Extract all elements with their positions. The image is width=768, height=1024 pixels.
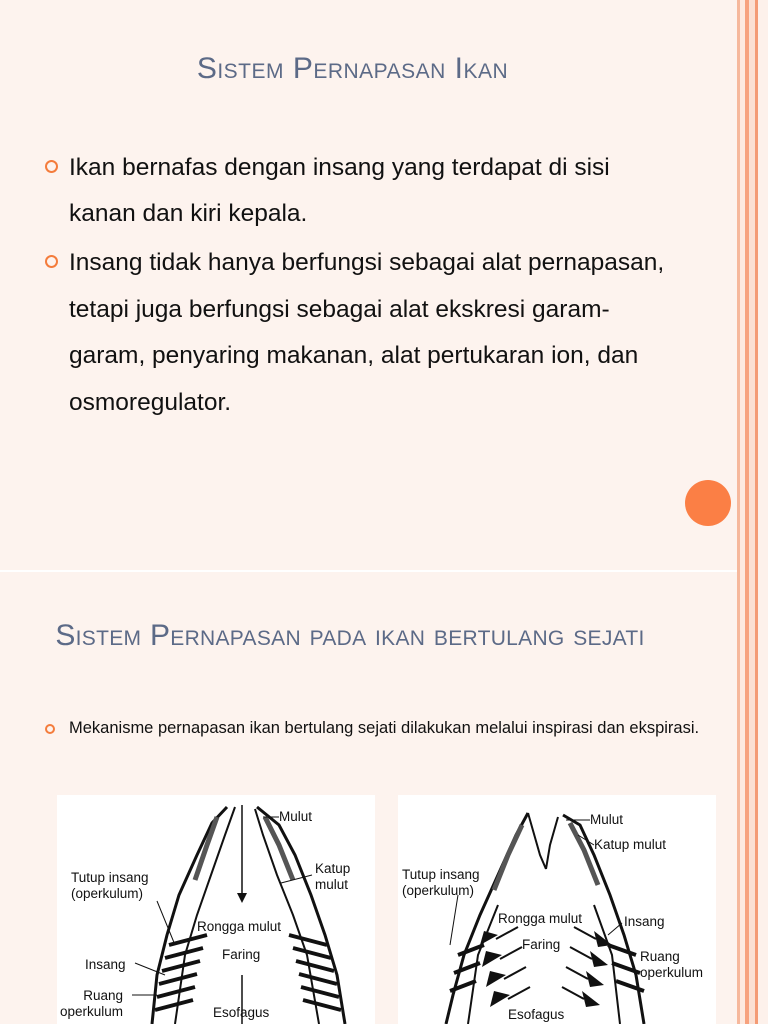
gill-diagram-expiration [398, 795, 716, 1024]
bullet-ring-icon [45, 255, 58, 268]
label-faring: Faring [222, 947, 261, 962]
label-ruang-operkulum: Ruang operkulum [640, 949, 704, 980]
label-faring: Faring [522, 937, 561, 952]
bullet-item [45, 240, 665, 426]
label-katup-mulut: Katup mulut [315, 861, 351, 892]
label-esofagus: Esofagus [213, 1005, 270, 1020]
accent-circle [685, 480, 731, 526]
label-insang: Insang [85, 957, 126, 972]
label-mulut: Mulut [279, 809, 313, 824]
gill-diagram-inspiration [57, 795, 375, 1024]
edge-stripe [758, 0, 768, 1024]
label-insang: Insang [624, 914, 665, 929]
label-rongga-mulut: Rongga mulut [498, 911, 583, 926]
bullet-ring-icon [45, 724, 55, 734]
label-mulut: Mulut [590, 812, 624, 827]
label-rongga-mulut: Rongga mulut [197, 919, 282, 934]
slide-2-title: Sistem Pernapasan pada ikan bertulang sejati [55, 619, 645, 652]
bullet-text: Mekanisme pernapasan ikan bertulang sejati dilakukan melalui inspirasi dan ekspirasi. [69, 719, 700, 737]
label-katup-mulut: Katup mulut [594, 837, 667, 852]
bullet-item [45, 717, 705, 740]
slide-1-title: Sistem Pernapasan Ikan [196, 52, 509, 85]
gill-diagram-expiration-drawing [398, 795, 716, 1024]
label-esofagus: Esofagus [508, 1007, 565, 1022]
label-tutup-insang: Tutup insang (operkulum) [71, 870, 149, 901]
label-ruang-operkulum: Ruang operkulum [60, 988, 124, 1019]
bullet-ring-icon [45, 160, 58, 173]
label-tutup-insang: Tutup insang (operkulum) [402, 867, 480, 898]
bullet-text: Ikan bernafas dengan insang yang terdapat di sisi kanan dan kiri kepala. [69, 154, 610, 227]
bullet-text: Insang tidak hanya berfungsi sebagai alat pernapasan, tetapi juga berfungsi sebagai alat ekskresi garam-garam, penyaring makanan, alat pertukaran ion, dan osmoregulator. [69, 249, 665, 416]
bullet-item [45, 145, 665, 237]
